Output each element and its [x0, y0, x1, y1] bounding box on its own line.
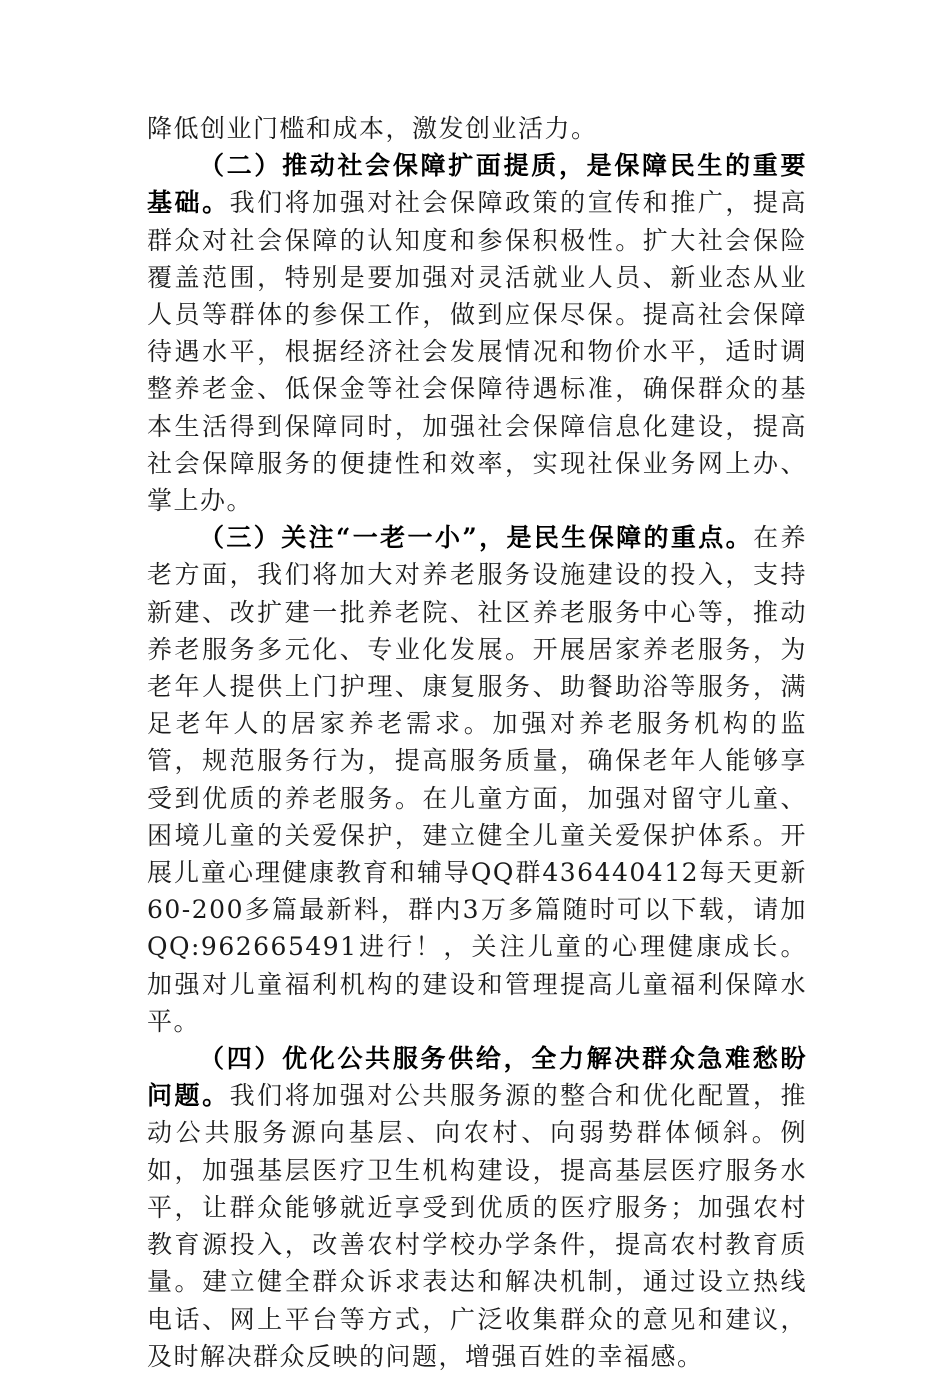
- paragraph-body: 我们将加强对社会保障政策的宣传和推广，提高群众对社会保障的认知度和参保积极性。扩大社会保险覆盖范围，特别是要加强对灵活就业人员、新业态从业人员等群体的参保工作，做到应保尽保。提高社会保障待遇水平，根据经济社会发展情况和物价水平，适时调整养老金、低保金等社会保障待遇标准，确保群众的基本生活得到保障同时，加强社会保障信息化建设，提高社会保障服务的便捷性和效率，实现社保业务网上办、掌上办。: [147, 188, 807, 516]
- paragraph-elderly-children: [147, 519, 807, 1040]
- paragraph-body: 降低创业门槛和成本，激发创业活力。: [147, 114, 598, 143]
- paragraph-social-security: [147, 147, 807, 519]
- paragraph-public-services: [147, 1040, 807, 1375]
- paragraph-body: 我们将加强对公共服务源的整合和优化配置，推动公共服务源向基层、向农村、向弱势群体倾斜。例如，加强基层医疗卫生机构建设，提高基层医疗服务水平，让群众能够就近享受到优质的医疗服务；加强农村教育源投入，改善农村学校办学条件，提高农村教育质量。建立健全群众诉求表达和解决机制，通过设立热线电话、网上平台等方式，广泛收集群众的意见和建议，及时解决群众反映的问题，增强百姓的幸福感。: [147, 1081, 807, 1371]
- paragraph-continuation: [147, 110, 807, 147]
- document-page: [147, 110, 807, 1375]
- paragraph-heading: （二）推动社会保障扩面提质，是保障民生的重要基础。: [147, 151, 807, 218]
- paragraph-heading: （三）关注“一老一小”，是民生保障的重点。: [199, 523, 754, 553]
- paragraph-body: 在养老方面，我们将加大对养老服务设施建设的投入，支持新建、改扩建一批养老院、社区养老服务中心等，推动养老服务多元化、专业化发展。开展居家养老服务，为老年人提供上门护理、康复服务、助餐助浴等服务，满足老年人的居家养老需求。加强对养老服务机构的监管，规范服务行为，提高服务质量，确保老年人能够享受到优质的养老服务。在儿童方面，加强对留守儿童、困境儿童的关爱保护，建立健全儿童关爱保护体系。开展儿童心理健康教育和辅导QQ群436440412每天更新60-200多篇最新料，群内3万多篇随时可以下载，请加QQ:962665491进行！，关注儿童的心理健康成长。加强对儿童福利机构的建设和管理提高儿童福利保障水平。: [147, 523, 807, 1036]
- paragraph-heading: （四）优化公共服务供给，全力解决群众急难愁盼问题。: [147, 1044, 807, 1111]
